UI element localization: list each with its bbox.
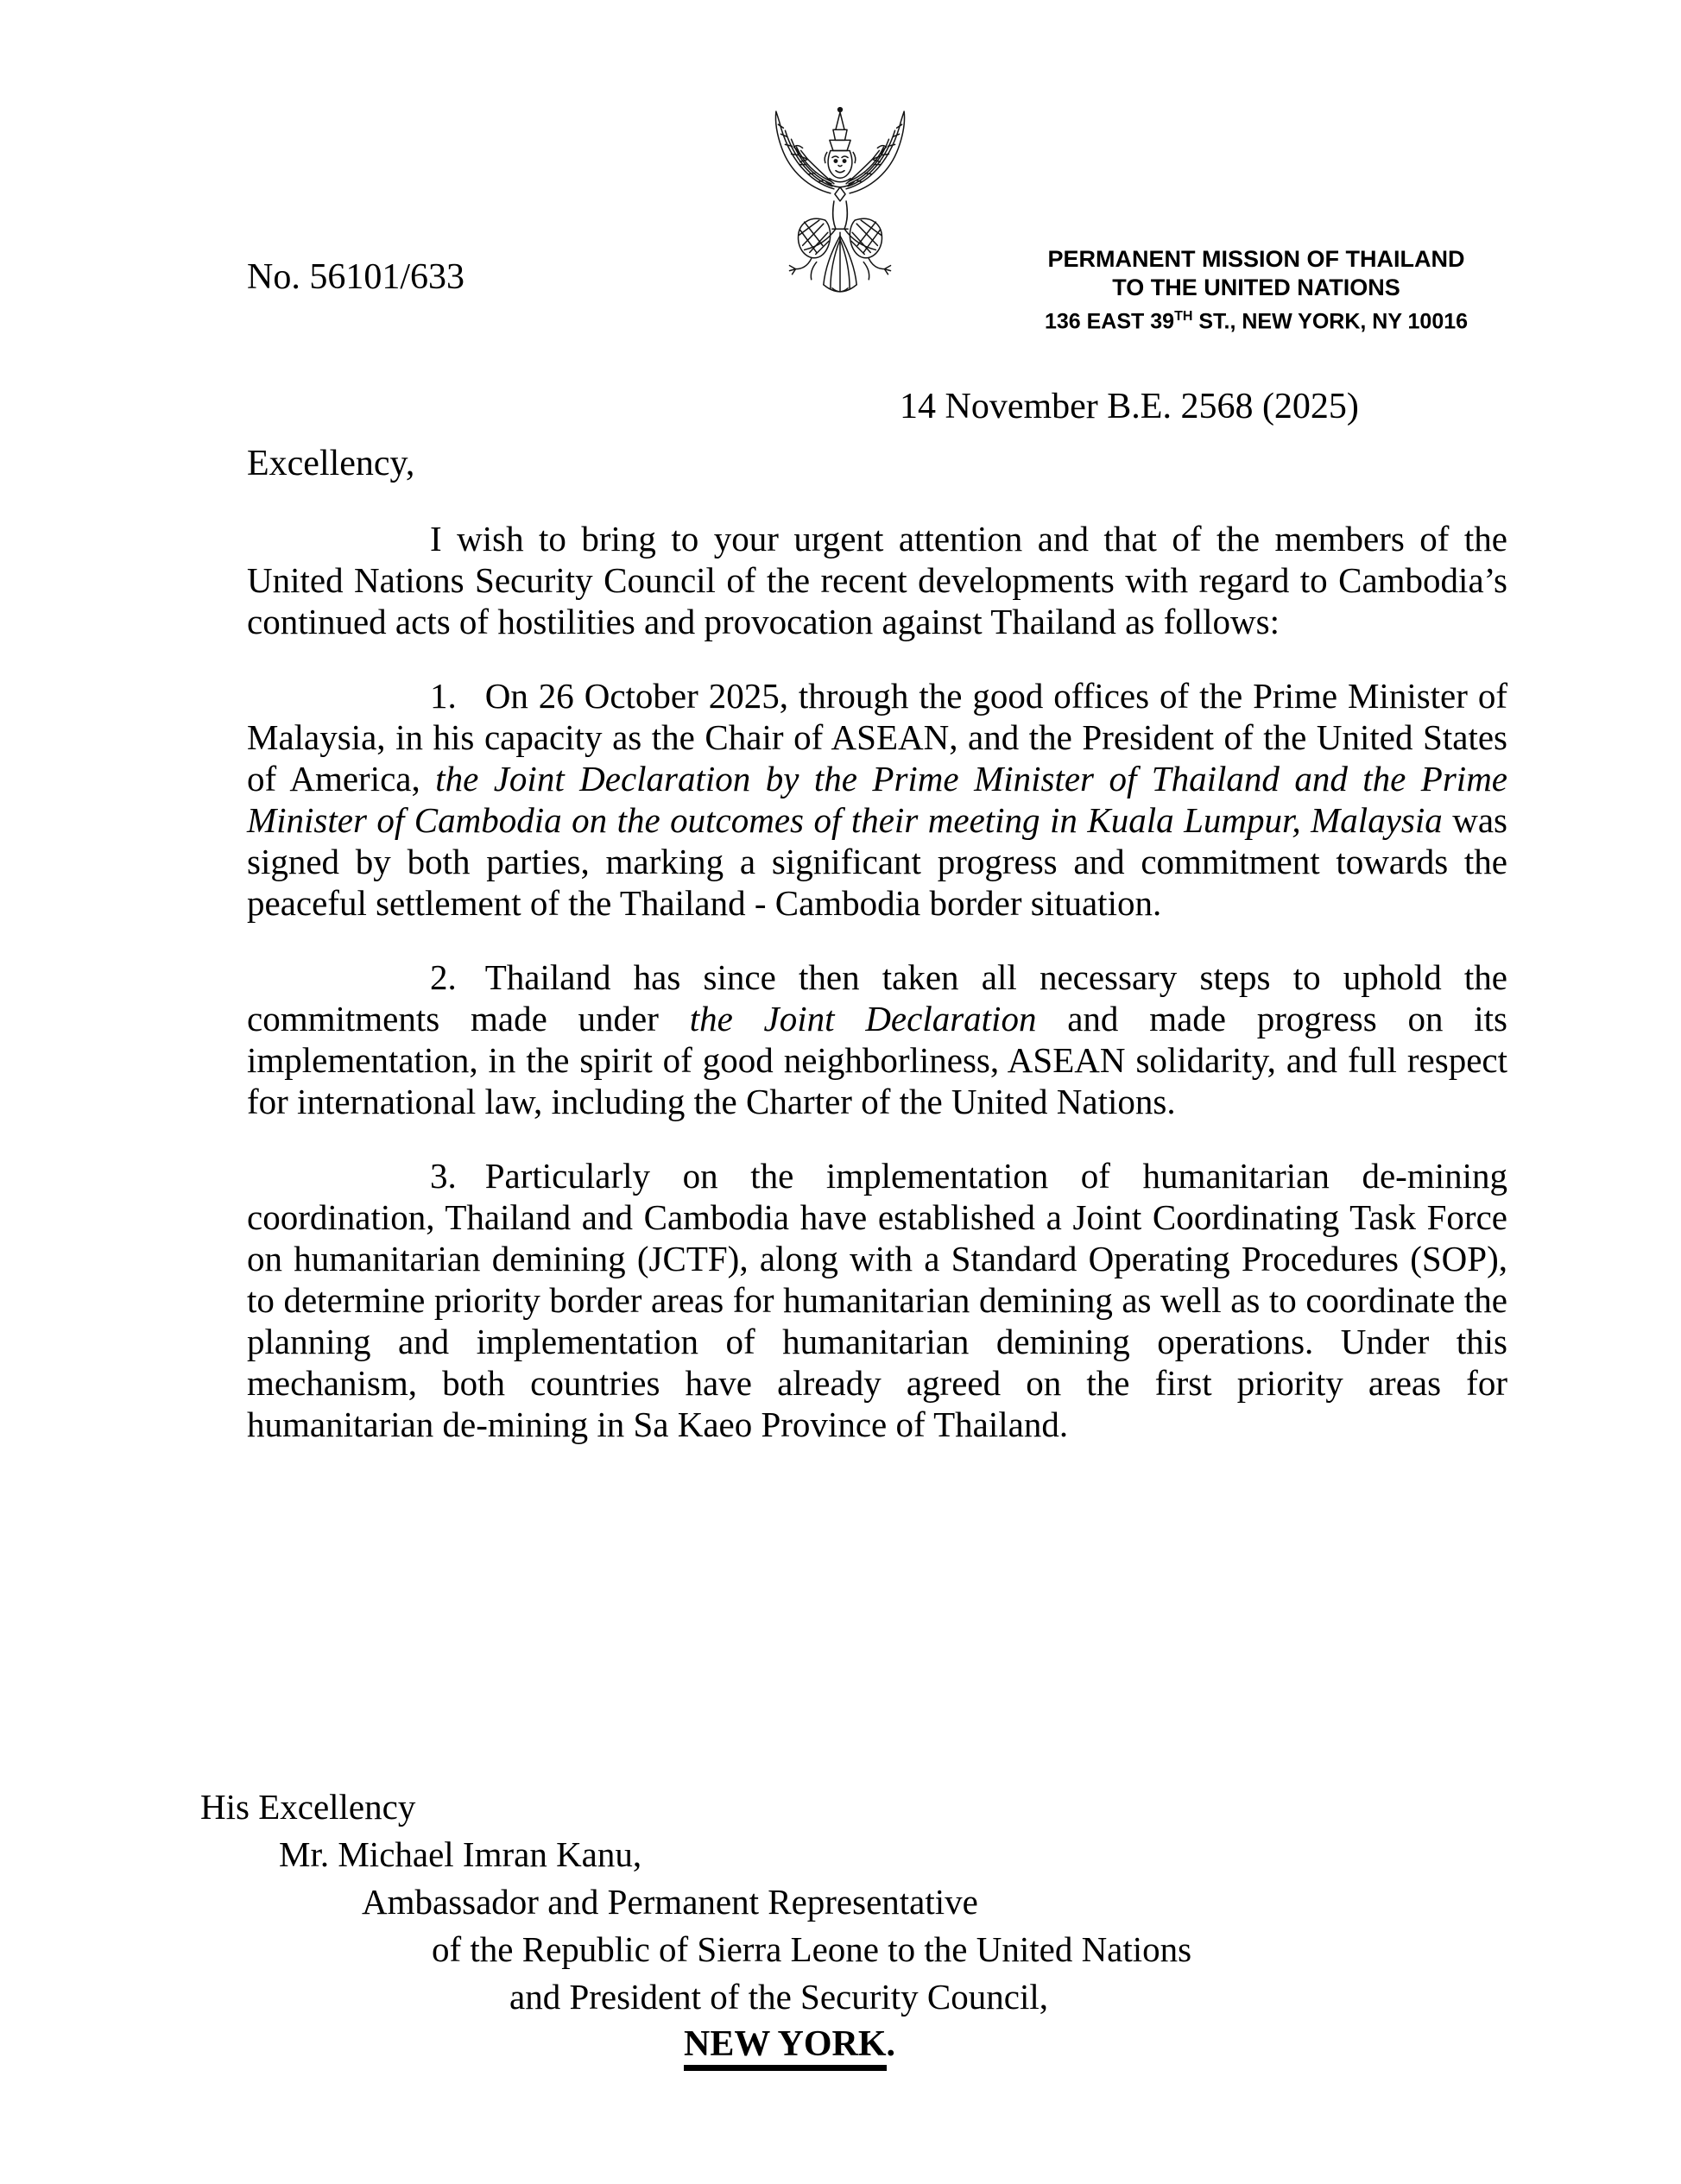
paragraph-2-text: Thailand has since then taken all necessary steps to uphold the commitments made under (247, 957, 1507, 1038)
paragraph-3 (247, 1155, 1507, 1445)
paragraph-1-number: 1. (430, 676, 457, 716)
paragraph-1-text: On 26 October 2025, through the good offices of the Prime Minister of Malaysia, in his capacity as the Chair of ASEAN, and the President of the United States of America, (247, 676, 1507, 798)
date-line: 14 November B.E. 2568 (2025) (900, 387, 1359, 426)
recipient-name: Mr. Michael Imran Kanu, (279, 1834, 642, 1874)
salutation: Excellency, (247, 444, 415, 483)
paragraph-3-number: 3. (430, 1156, 457, 1196)
garuda-emblem-icon (748, 105, 932, 306)
paragraph-2-text-cont: and made progress on its implementation, in the spirit of good neighborliness, ASEAN solidarity, and full respect for international law, including the Charter of the United Nations. (247, 999, 1507, 1121)
recipient-title: Ambassador and Permanent Representative (362, 1882, 978, 1922)
garuda-right-half (840, 111, 905, 288)
paragraph-1 (247, 675, 1507, 924)
recipient-city-period: . (886, 2024, 896, 2064)
letterhead-address (1014, 302, 1498, 336)
paragraph-3-text: Particularly on the implementation of humanitarian de-mining coordination, Thailand and Cambodia have established a Joint Coordinating Task Force on humanitarian demining (JCTF), along with a Standard Operating Procedures (SOP), to determine priority border areas for humanitarian demining as well as to coordinate the planning and implementation of humanitarian demining operations. Under this mechanism, both countries have already agreed on the first priority areas for humanitarian de-mining in Sa Kaeo Province of Thailand. (247, 1156, 1507, 1444)
recipient-city-line (684, 2021, 1191, 2068)
reference-number: No. 56101/633 (247, 257, 464, 297)
address-city-zip: ST., NEW YORK, NY 10016 (1192, 309, 1469, 334)
address-ordinal-suffix: TH (1174, 309, 1193, 324)
paragraph-opening: I wish to bring to your urgent attention and that of the members of the United Nations Security Council of the recent developments with regard to Cambodia’s continued acts of hostilities and provocation against Thailand as follows: (247, 519, 1507, 641)
paragraph-2-italic-title: the Joint Declaration (689, 999, 1037, 1038)
letter-body (247, 518, 1507, 1445)
letterhead-line2: TO THE UNITED NATIONS (1112, 275, 1400, 300)
recipient-mission: of the Republic of Sierra Leone to the United Nations (432, 1929, 1192, 1969)
address-street-number: 136 EAST 39 (1044, 309, 1175, 334)
recipient-role: and President of the Security Council, (509, 1977, 1048, 2017)
paragraph-2-number: 2. (430, 957, 457, 997)
recipient-block (200, 1783, 1191, 2068)
letterhead-line1: PERMANENT MISSION OF THAILAND (1047, 246, 1465, 272)
recipient-city: NEW YORK (684, 2024, 887, 2071)
paragraph-2 (247, 956, 1507, 1122)
recipient-honorific: His Excellency (200, 1787, 416, 1827)
paragraph-1-text-cont: was signed by both parties, marking a significant progress and commitment towards the peaceful settlement of the Thailand - Cambodia border situation. (247, 800, 1507, 923)
paragraph-1-italic-title: the Joint Declaration by the Prime Minister of Thailand and the Prime Minister of Cambodia on the outcomes of their meeting in Kuala Lumpur, Malaysia (247, 759, 1508, 840)
letterhead (1014, 245, 1498, 336)
